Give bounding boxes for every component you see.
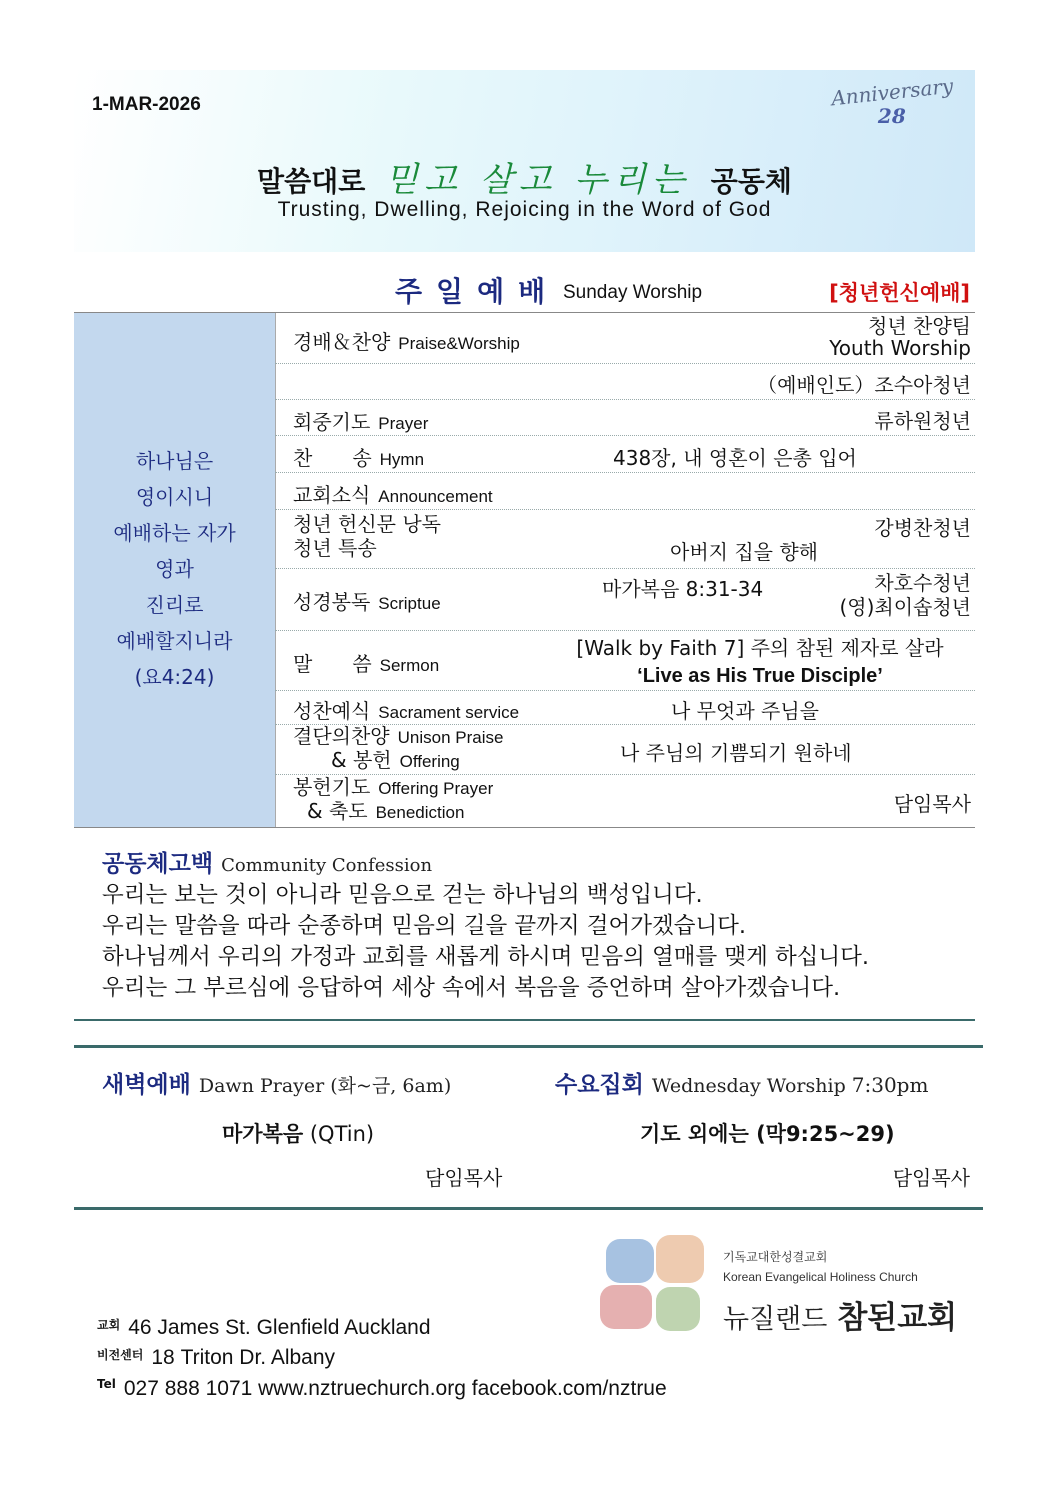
row-title: 회중기도 Prayer <box>293 410 429 434</box>
verse-line: 하나님은 <box>135 449 214 473</box>
motto-ko-part1: 말씀대로 <box>257 165 366 198</box>
order-of-worship <box>74 312 975 828</box>
worship-row <box>275 399 975 436</box>
row-leader: 강병찬청년 <box>874 516 971 540</box>
row-leader: 류하원청년 <box>874 409 971 433</box>
row-title: 경배＆찬양 Praise&Worship <box>293 330 520 354</box>
worship-row <box>275 435 975 473</box>
confession-title: 공동체고백 Community Confession <box>102 851 433 877</box>
worship-row <box>275 568 975 631</box>
divider <box>74 1045 983 1048</box>
confession-line: 우리는 보는 것이 아니라 믿음으로 걷는 하나님의 백성입니다. <box>102 882 703 908</box>
row-leader: 청년 찬양팀 Youth Worship <box>829 314 971 360</box>
verse-line: (요4:24) <box>134 665 215 689</box>
church-denomination-ko: 기독교대한성결교회 <box>723 1250 828 1264</box>
verse-line: 영이시니 <box>135 485 214 509</box>
worship-row <box>275 690 975 725</box>
divider <box>74 1207 983 1210</box>
motto-ko-handwritten: 믿고 살고 누리는 <box>385 160 691 200</box>
church-logo-icon <box>600 1235 710 1335</box>
worship-row <box>275 774 975 827</box>
row-leader: 담임목사 <box>893 792 971 816</box>
row-special-song: 아버지 집을 향해 <box>670 540 818 564</box>
worship-row <box>275 363 975 400</box>
church-name: 뉴질랜드 참된교회 <box>723 1300 958 1336</box>
row-offering-song: 나 주님의 기쁨되기 원하네 <box>620 741 852 765</box>
row-leader: （예배인도）조수아청년 <box>757 373 971 397</box>
address-church: $^{교회}$ 46 James St. Glenfield Auckland <box>97 1316 431 1339</box>
row-title: 결단의찬양 Unison Praise & 봉헌 Offering <box>293 724 504 772</box>
wednesday-leader: 담임목사 <box>892 1166 970 1190</box>
anniversary-mark <box>829 73 954 128</box>
worship-row <box>275 724 975 775</box>
row-scripture: 마가복음 8:31-34 <box>602 577 764 601</box>
row-title: 봉헌기도 Offering Prayer & 축도 Benediction <box>293 775 494 823</box>
worship-title-en: Sunday Worship <box>563 282 703 303</box>
bulletin-header <box>74 70 975 252</box>
motto-ko-part2: 공동체 <box>710 165 792 198</box>
row-title: 교회소식 Announcement <box>293 483 493 507</box>
dawn-leader: 담임목사 <box>425 1166 503 1190</box>
confession-text <box>102 880 869 1004</box>
sermon-title: [Walk by Faith 7] 주의 참된 제자로 살라 <box>576 636 944 660</box>
dawn-prayer-text: 마가복음 (QTin) <box>222 1122 375 1146</box>
verse-panel <box>74 313 276 827</box>
wednesday-text: 기도 외에는 (막9:25~29) <box>640 1122 895 1146</box>
row-sermon <box>565 634 955 690</box>
wednesday-worship-title: 수요집회 Wednesday Worship 7:30pm <box>555 1072 929 1098</box>
verse-text <box>74 443 275 695</box>
motto-korean <box>74 152 975 201</box>
row-hymn: 438장, 내 영혼이 은총 입어 <box>613 446 857 470</box>
verse-line: 진리로 <box>145 593 204 617</box>
worship-row <box>275 630 975 691</box>
verse-line: 영과 <box>155 557 194 581</box>
dawn-prayer-title: 새벽예배 Dawn Prayer (화~금, 6am) <box>102 1072 452 1098</box>
row-sacrament-song: 나 무엇과 주님을 <box>671 699 819 723</box>
sermon-english: ‘Live as His True Disciple’ <box>637 665 883 687</box>
address-vision-center: $^{비전센터}$ 18 Triton Dr. Albany <box>97 1346 336 1369</box>
verse-line: 예배하는 자가 <box>113 521 236 545</box>
worship-row <box>275 509 975 569</box>
anniversary-word: Anniversary <box>829 73 954 111</box>
church-denomination-en: Korean Evangelical Holiness Church <box>723 1270 918 1284</box>
row-title: 성찬예식 Sacrament service <box>293 699 520 723</box>
divider <box>74 1019 975 1021</box>
bulletin-date: 1-MAR-2026 <box>92 94 201 115</box>
row-title: 말 씀 Sermon <box>293 652 440 676</box>
confession-line: 우리는 그 부르심에 응답하여 세상 속에서 복음을 증언하며 살아가겠습니다. <box>102 975 841 1001</box>
contact-line: $^{Tel}$ 027 888 1071 www.nztruechurch.org facebook.com/nztrue <box>97 1377 667 1400</box>
worship-row <box>275 313 975 364</box>
confession-line: 하나님께서 우리의 가정과 교회를 새롭게 하시며 믿음의 열매를 맺게 하십니다. <box>102 944 870 970</box>
motto-english: Trusting, Dwelling, Rejoicing in the Word of God <box>277 198 772 221</box>
worship-title-ko: 주일예배 <box>395 275 560 308</box>
row-title: 성경봉독 Scriptue <box>293 590 441 614</box>
worship-row <box>275 472 975 510</box>
confession-line: 우리는 말씀을 따라 순종하며 믿음의 길을 끝까지 걸어가겠습니다. <box>102 913 747 939</box>
worship-tag: [청년헌신예배] <box>829 281 970 305</box>
row-title: 찬 송 Hymn <box>293 446 425 470</box>
row-title: 청년 헌신문 낭독 청년 특송 <box>293 512 441 560</box>
anniversary-number: 28 <box>877 104 906 128</box>
row-leader: 차호수청년 (영)최이솝청년 <box>839 571 971 619</box>
verse-line: 예배할지니라 <box>116 629 233 653</box>
